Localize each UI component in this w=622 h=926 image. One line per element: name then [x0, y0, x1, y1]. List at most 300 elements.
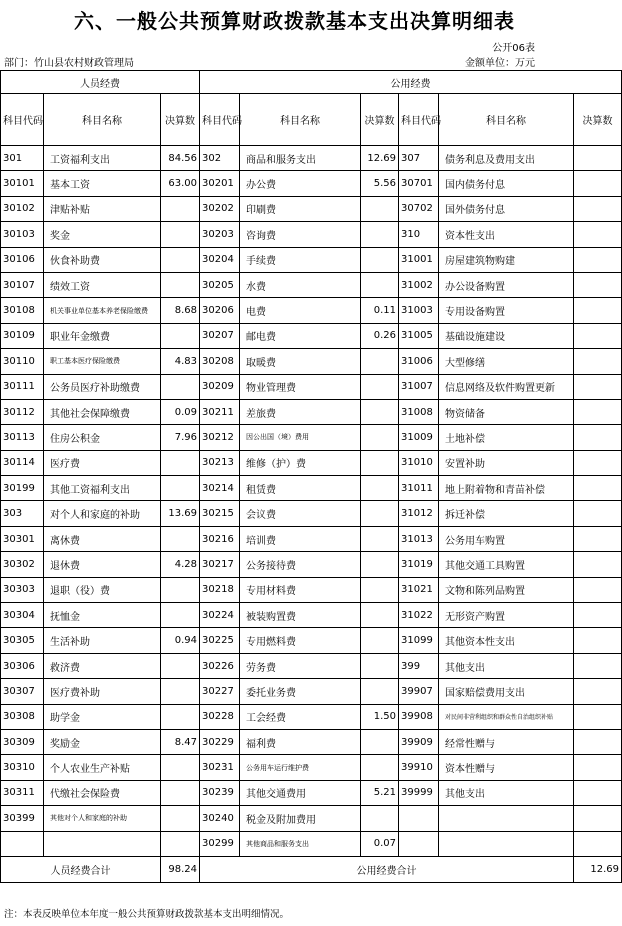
subject-code-cell: 31013 — [399, 526, 439, 551]
subject-name-cell: 租赁费 — [240, 476, 361, 501]
subject-code-cell: 30240 — [200, 806, 240, 831]
table-row — [1, 526, 622, 551]
amount-cell: 4.83 — [161, 349, 200, 374]
col-header-name: 科目名称 — [439, 94, 574, 146]
table-row — [1, 298, 622, 323]
subject-code-cell: 31003 — [399, 298, 439, 323]
subject-code-cell: 30204 — [200, 247, 240, 272]
table-row — [1, 450, 622, 475]
subject-code-cell: 30218 — [200, 577, 240, 602]
amount-cell — [361, 603, 399, 628]
subject-name-cell: 伙食补助费 — [44, 247, 161, 272]
subject-name-cell: 医疗费 — [44, 450, 161, 475]
amount-cell — [574, 399, 622, 424]
amount-cell — [574, 755, 622, 780]
subject-name-cell: 职工基本医疗保险缴费 — [44, 349, 161, 374]
amount-cell — [574, 272, 622, 297]
table-row — [1, 603, 622, 628]
subject-code-cell: 30206 — [200, 298, 240, 323]
amount-cell: 8.47 — [161, 729, 200, 754]
subject-code-cell: 30203 — [200, 222, 240, 247]
subject-name-cell: 专用材料费 — [240, 577, 361, 602]
amount-cell — [161, 526, 200, 551]
subject-code-cell: 30215 — [200, 501, 240, 526]
amount-cell — [574, 704, 622, 729]
col-header-name: 科目名称 — [240, 94, 361, 146]
amount-cell — [161, 323, 200, 348]
subject-name-cell: 电费 — [240, 298, 361, 323]
subject-name-cell: 工资福利支出 — [44, 146, 161, 171]
subject-name-cell: 工会经费 — [240, 704, 361, 729]
amount-cell — [161, 222, 200, 247]
subject-code-cell: 30212 — [200, 425, 240, 450]
amount-cell — [574, 729, 622, 754]
subject-name-cell: 因公出国（境）费用 — [240, 425, 361, 450]
col-header-amount: 决算数 — [161, 94, 200, 146]
amount-cell — [361, 526, 399, 551]
col-header-code: 科目代码 — [1, 94, 44, 146]
amount-cell: 0.26 — [361, 323, 399, 348]
amount-cell — [574, 552, 622, 577]
amount-cell — [574, 425, 622, 450]
subject-code-cell: 30111 — [1, 374, 44, 399]
subject-code-cell: 31007 — [399, 374, 439, 399]
personnel-section-header: 人员经费 — [1, 71, 200, 94]
amount-cell: 0.09 — [161, 399, 200, 424]
subject-name-cell: 其他对个人和家庭的补助 — [44, 806, 161, 831]
subject-code-cell: 30303 — [1, 577, 44, 602]
amount-cell: 0.94 — [161, 628, 200, 653]
subject-name-cell: 公务用车运行维护费 — [240, 755, 361, 780]
subject-name-cell: 其他商品和服务支出 — [240, 831, 361, 856]
amount-cell — [574, 323, 622, 348]
subject-code-cell: 301 — [1, 146, 44, 171]
amount-cell — [361, 425, 399, 450]
subject-name-cell — [439, 831, 574, 856]
subject-name-cell: 地上附着物和青苗补偿 — [439, 476, 574, 501]
table-row — [1, 755, 622, 780]
amount-cell: 8.68 — [161, 298, 200, 323]
subject-code-cell: 30229 — [200, 729, 240, 754]
amount-cell — [574, 476, 622, 501]
subject-name-cell: 抚恤金 — [44, 603, 161, 628]
department-label: 部门：竹山县农村财政管理局 — [4, 58, 134, 69]
amount-cell — [361, 399, 399, 424]
subject-code-cell: 30113 — [1, 425, 44, 450]
amount-cell — [361, 653, 399, 678]
amount-cell — [574, 526, 622, 551]
subject-code-cell: 30209 — [200, 374, 240, 399]
subject-name-cell: 物资储备 — [439, 399, 574, 424]
subject-code-cell — [399, 831, 439, 856]
subject-name-cell: 津贴补贴 — [44, 196, 161, 221]
amount-cell — [161, 755, 200, 780]
amount-cell: 63.00 — [161, 171, 200, 196]
amount-cell — [574, 679, 622, 704]
subject-code-cell: 31021 — [399, 577, 439, 602]
amount-cell — [161, 603, 200, 628]
subject-name-cell: 国内债务付息 — [439, 171, 574, 196]
amount-cell — [361, 247, 399, 272]
subject-code-cell: 31005 — [399, 323, 439, 348]
subject-code-cell: 30224 — [200, 603, 240, 628]
table-row — [1, 704, 622, 729]
subject-code-cell: 30310 — [1, 755, 44, 780]
amount-cell — [361, 755, 399, 780]
subject-code-cell: 30302 — [1, 552, 44, 577]
subject-code-cell: 30205 — [200, 272, 240, 297]
subject-code-cell: 31002 — [399, 272, 439, 297]
subject-code-cell: 30399 — [1, 806, 44, 831]
table-row — [1, 806, 622, 831]
table-row — [1, 729, 622, 754]
subject-code-cell: 30225 — [200, 628, 240, 653]
amount-cell — [574, 146, 622, 171]
subject-name-cell: 住房公积金 — [44, 425, 161, 450]
subject-name-cell: 委托业务费 — [240, 679, 361, 704]
subject-code-cell — [399, 806, 439, 831]
subject-code-cell: 30301 — [1, 526, 44, 551]
subject-code-cell: 30214 — [200, 476, 240, 501]
subject-name-cell: 对民间非营利组织和群众性自治组织补贴 — [439, 704, 574, 729]
amount-cell: 0.11 — [361, 298, 399, 323]
subject-code-cell: 31010 — [399, 450, 439, 475]
subject-code-cell: 302 — [200, 146, 240, 171]
subject-name-cell: 个人农业生产补贴 — [44, 755, 161, 780]
table-row — [1, 780, 622, 805]
subject-code-cell: 30217 — [200, 552, 240, 577]
table-row — [1, 501, 622, 526]
amount-cell — [161, 780, 200, 805]
amount-cell: 84.56 — [161, 146, 200, 171]
subject-name-cell: 手续费 — [240, 247, 361, 272]
subject-name-cell: 国家赔偿费用支出 — [439, 679, 574, 704]
subject-code-cell: 39999 — [399, 780, 439, 805]
subject-name-cell: 专用设备购置 — [439, 298, 574, 323]
subject-name-cell: 绩效工资 — [44, 272, 161, 297]
subject-name-cell: 劳务费 — [240, 653, 361, 678]
subject-name-cell: 其他交通工具购置 — [439, 552, 574, 577]
subject-code-cell: 30231 — [200, 755, 240, 780]
amount-cell — [574, 349, 622, 374]
subject-code-cell: 31009 — [399, 425, 439, 450]
table-row — [1, 476, 622, 501]
table-row — [1, 272, 622, 297]
subject-name-cell: 基本工资 — [44, 171, 161, 196]
subject-name-cell: 生活补助 — [44, 628, 161, 653]
subject-name-cell: 公务员医疗补助缴费 — [44, 374, 161, 399]
subject-code-cell: 39908 — [399, 704, 439, 729]
subject-code-cell: 30109 — [1, 323, 44, 348]
subject-code-cell: 30207 — [200, 323, 240, 348]
amount-cell — [161, 450, 200, 475]
subject-name-cell: 奖金 — [44, 222, 161, 247]
subject-name-cell: 会议费 — [240, 501, 361, 526]
col-header-code: 科目代码 — [200, 94, 240, 146]
subject-code-cell: 30309 — [1, 729, 44, 754]
subject-name-cell: 其他社会保障缴费 — [44, 399, 161, 424]
amount-cell: 12.69 — [361, 146, 399, 171]
col-header-code: 科目代码 — [399, 94, 439, 146]
amount-cell — [161, 831, 200, 856]
amount-cell — [361, 272, 399, 297]
subject-code-cell: 30308 — [1, 704, 44, 729]
subject-name-cell: 无形资产购置 — [439, 603, 574, 628]
amount-cell — [361, 222, 399, 247]
amount-cell — [161, 247, 200, 272]
amount-cell — [361, 806, 399, 831]
subject-name-cell: 办公费 — [240, 171, 361, 196]
subject-name-cell: 商品和服务支出 — [240, 146, 361, 171]
subject-name-cell: 基础设施建设 — [439, 323, 574, 348]
subject-name-cell: 公务接待费 — [240, 552, 361, 577]
subject-name-cell: 债务利息及费用支出 — [439, 146, 574, 171]
subject-code-cell: 30202 — [200, 196, 240, 221]
subject-name-cell: 资本性赠与 — [439, 755, 574, 780]
subject-name-cell: 信息网络及软件购置更新 — [439, 374, 574, 399]
subject-code-cell: 30228 — [200, 704, 240, 729]
subject-name-cell: 退休费 — [44, 552, 161, 577]
subject-code-cell: 31022 — [399, 603, 439, 628]
subject-name-cell: 代缴社会保险费 — [44, 780, 161, 805]
amount-cell: 5.56 — [361, 171, 399, 196]
amount-cell: 0.07 — [361, 831, 399, 856]
table-row — [1, 349, 622, 374]
unit-label: 金额单位：万元 — [465, 58, 535, 69]
table-row — [1, 374, 622, 399]
subject-code-cell: 30199 — [1, 476, 44, 501]
subject-code-cell: 30307 — [1, 679, 44, 704]
subject-name-cell: 助学金 — [44, 704, 161, 729]
amount-cell — [361, 501, 399, 526]
subject-code-cell: 30702 — [399, 196, 439, 221]
amount-cell — [161, 374, 200, 399]
amount-cell — [361, 552, 399, 577]
amount-cell — [361, 374, 399, 399]
subject-code-cell: 30304 — [1, 603, 44, 628]
subject-code-cell: 310 — [399, 222, 439, 247]
subject-name-cell: 维修（护）费 — [240, 450, 361, 475]
subject-name-cell: 税金及附加费用 — [240, 806, 361, 831]
amount-cell — [161, 679, 200, 704]
subject-code-cell: 30213 — [200, 450, 240, 475]
amount-cell: 1.50 — [361, 704, 399, 729]
amount-cell — [574, 450, 622, 475]
subject-code-cell — [1, 831, 44, 856]
subject-name-cell: 经常性赠与 — [439, 729, 574, 754]
table-row — [1, 679, 622, 704]
amount-cell — [161, 653, 200, 678]
subject-code-cell: 30211 — [200, 399, 240, 424]
amount-cell — [574, 374, 622, 399]
expenditure-table — [0, 70, 622, 883]
subject-name-cell: 其他工资福利支出 — [44, 476, 161, 501]
amount-cell: 4.28 — [161, 552, 200, 577]
subject-code-cell: 303 — [1, 501, 44, 526]
subject-code-cell: 31099 — [399, 628, 439, 653]
subject-code-cell: 31012 — [399, 501, 439, 526]
subject-name-cell: 差旅费 — [240, 399, 361, 424]
amount-cell: 7.96 — [161, 425, 200, 450]
amount-cell: 5.21 — [361, 780, 399, 805]
amount-cell — [161, 704, 200, 729]
amount-cell — [361, 450, 399, 475]
amount-cell — [161, 476, 200, 501]
subject-name-cell: 办公设备购置 — [439, 272, 574, 297]
public-total-label: 公用经费合计 — [200, 856, 574, 882]
subject-code-cell: 30112 — [1, 399, 44, 424]
subject-name-cell: 取暖费 — [240, 349, 361, 374]
subject-code-cell: 30106 — [1, 247, 44, 272]
subject-name-cell: 大型修缮 — [439, 349, 574, 374]
subject-code-cell: 30226 — [200, 653, 240, 678]
subject-name-cell: 土地补偿 — [439, 425, 574, 450]
subject-code-cell: 307 — [399, 146, 439, 171]
amount-cell — [361, 729, 399, 754]
subject-name-cell: 其他交通费用 — [240, 780, 361, 805]
subject-name-cell: 水费 — [240, 272, 361, 297]
amount-cell — [574, 247, 622, 272]
table-row — [1, 653, 622, 678]
subject-name-cell: 拆迁补偿 — [439, 501, 574, 526]
subject-code-cell: 30108 — [1, 298, 44, 323]
subject-code-cell: 30701 — [399, 171, 439, 196]
subject-name-cell: 资本性支出 — [439, 222, 574, 247]
subject-name-cell: 文物和陈列品购置 — [439, 577, 574, 602]
subject-code-cell: 30311 — [1, 780, 44, 805]
subject-code-cell: 31006 — [399, 349, 439, 374]
subject-code-cell: 31008 — [399, 399, 439, 424]
subject-name-cell: 其他支出 — [439, 653, 574, 678]
subject-code-cell: 30101 — [1, 171, 44, 196]
footnote: 注：本表反映单位本年度一般公共预算财政拨款基本支出明细情况。 — [4, 909, 290, 920]
amount-cell — [574, 628, 622, 653]
subject-code-cell: 30114 — [1, 450, 44, 475]
subject-code-cell: 30299 — [200, 831, 240, 856]
totals-row — [1, 856, 622, 882]
amount-cell — [574, 501, 622, 526]
amount-cell — [574, 806, 622, 831]
col-header-name: 科目名称 — [44, 94, 161, 146]
amount-cell — [574, 298, 622, 323]
table-row — [1, 222, 622, 247]
subject-name-cell: 奖励金 — [44, 729, 161, 754]
subject-name-cell — [44, 831, 161, 856]
public-total-value: 12.69 — [574, 856, 622, 882]
subject-name-cell: 邮电费 — [240, 323, 361, 348]
subject-code-cell: 30110 — [1, 349, 44, 374]
col-header-amount: 决算数 — [361, 94, 399, 146]
subject-name-cell: 职业年金缴费 — [44, 323, 161, 348]
subject-name-cell: 医疗费补助 — [44, 679, 161, 704]
amount-cell — [574, 171, 622, 196]
subject-name-cell: 专用燃料费 — [240, 628, 361, 653]
subject-code-cell: 31001 — [399, 247, 439, 272]
subject-code-cell: 31011 — [399, 476, 439, 501]
amount-cell — [361, 628, 399, 653]
subject-code-cell: 30239 — [200, 780, 240, 805]
subject-name-cell: 机关事业单位基本养老保险缴费 — [44, 298, 161, 323]
subject-name-cell: 离休费 — [44, 526, 161, 551]
subject-name-cell: 退职（役）费 — [44, 577, 161, 602]
table-row — [1, 247, 622, 272]
subject-code-cell: 399 — [399, 653, 439, 678]
amount-cell — [161, 806, 200, 831]
subject-name-cell — [439, 806, 574, 831]
subject-code-cell: 30201 — [200, 171, 240, 196]
subject-code-cell: 30103 — [1, 222, 44, 247]
subject-code-cell: 30227 — [200, 679, 240, 704]
subject-name-cell: 其他支出 — [439, 780, 574, 805]
public-section-header: 公用经费 — [200, 71, 622, 94]
amount-cell — [361, 679, 399, 704]
amount-cell — [361, 349, 399, 374]
personnel-total-label: 人员经费合计 — [1, 856, 161, 882]
subject-code-cell: 30107 — [1, 272, 44, 297]
table-row — [1, 146, 622, 171]
amount-cell: 13.69 — [161, 501, 200, 526]
table-row — [1, 323, 622, 348]
table-row — [1, 425, 622, 450]
subject-name-cell: 国外债务付息 — [439, 196, 574, 221]
amount-cell — [361, 196, 399, 221]
subject-code-cell: 30216 — [200, 526, 240, 551]
subject-code-cell: 31019 — [399, 552, 439, 577]
table-row — [1, 196, 622, 221]
table-row — [1, 552, 622, 577]
amount-cell — [574, 577, 622, 602]
page-title: 六、一般公共预算财政拨款基本支出决算明细表 — [74, 9, 515, 33]
subject-name-cell: 公务用车购置 — [439, 526, 574, 551]
amount-cell — [361, 476, 399, 501]
amount-cell — [361, 577, 399, 602]
amount-cell — [574, 653, 622, 678]
amount-cell — [161, 577, 200, 602]
subject-name-cell: 培训费 — [240, 526, 361, 551]
subject-code-cell: 30306 — [1, 653, 44, 678]
amount-cell — [161, 196, 200, 221]
amount-cell — [574, 196, 622, 221]
table-row — [1, 628, 622, 653]
table-row — [1, 171, 622, 196]
subject-code-cell: 30102 — [1, 196, 44, 221]
subject-name-cell: 对个人和家庭的补助 — [44, 501, 161, 526]
table-row — [1, 577, 622, 602]
amount-cell — [574, 603, 622, 628]
amount-cell — [574, 222, 622, 247]
subject-name-cell: 安置补助 — [439, 450, 574, 475]
amount-cell — [574, 780, 622, 805]
subject-code-cell: 39909 — [399, 729, 439, 754]
form-number: 公开06表 — [492, 43, 535, 54]
subject-code-cell: 39910 — [399, 755, 439, 780]
amount-cell — [574, 831, 622, 856]
table-row — [1, 399, 622, 424]
subject-code-cell: 39907 — [399, 679, 439, 704]
personnel-total-value: 98.24 — [161, 856, 200, 882]
subject-name-cell: 救济费 — [44, 653, 161, 678]
subject-code-cell: 30305 — [1, 628, 44, 653]
subject-name-cell: 印刷费 — [240, 196, 361, 221]
subject-name-cell: 咨询费 — [240, 222, 361, 247]
amount-cell — [161, 272, 200, 297]
table-row — [1, 831, 622, 856]
col-header-amount: 决算数 — [574, 94, 622, 146]
subject-code-cell: 30208 — [200, 349, 240, 374]
subject-name-cell: 其他资本性支出 — [439, 628, 574, 653]
subject-name-cell: 被装购置费 — [240, 603, 361, 628]
subject-name-cell: 房屋建筑物购建 — [439, 247, 574, 272]
